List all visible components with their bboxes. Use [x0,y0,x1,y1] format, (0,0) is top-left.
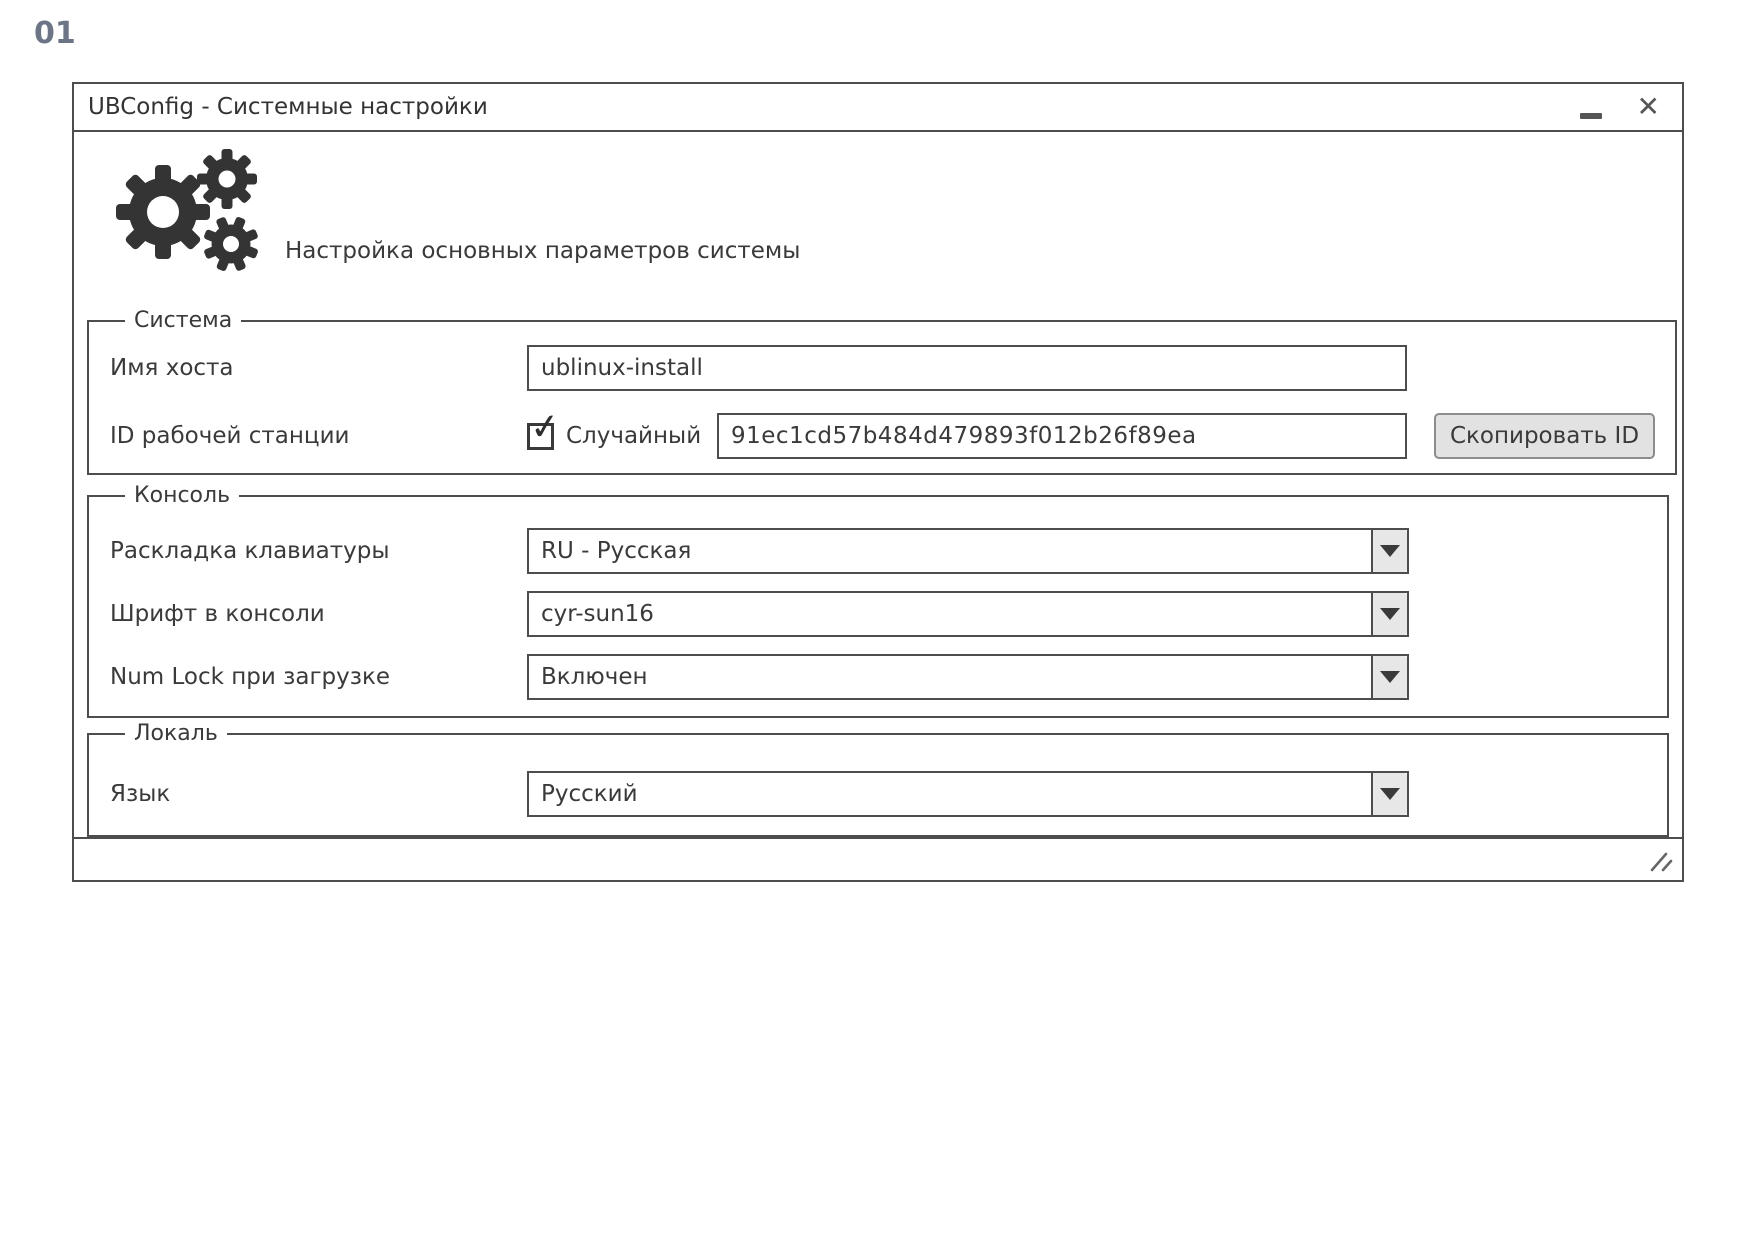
system-group-legend: Система [134,308,233,333]
window-content [74,132,1682,837]
console-font-dropdown[interactable] [527,591,1409,637]
station-id-row [110,405,1655,459]
console-font-row [110,591,1647,637]
close-button[interactable] [1637,92,1660,122]
station-id-label: ID рабочей станции [110,423,350,449]
random-checkbox-label: Случайный [566,423,702,449]
numlock-dropdown[interactable] [527,654,1409,700]
numlock-value: Включен [541,664,648,690]
caret-down-icon [1380,545,1400,557]
console-font-value: cyr-sun16 [541,601,654,627]
console-font-dropdown-button[interactable] [1371,593,1407,635]
minimize-button[interactable] [1579,92,1603,122]
checkmark-icon: ✓ [527,405,563,449]
ubconfig-window [72,82,1684,882]
language-row [110,771,1647,817]
numlock-label: Num Lock при загрузке [110,664,391,690]
language-dropdown[interactable] [527,771,1409,817]
locale-group-legend: Локаль [134,721,218,746]
window-title: UBConfig - Системные настройки [88,94,488,120]
language-dropdown-button[interactable] [1371,773,1407,815]
keyboard-layout-dropdown[interactable] [527,528,1409,574]
gears-icon [105,148,267,272]
keyboard-layout-label: Раскладка клавиатуры [110,538,390,564]
console-group [87,483,1669,718]
system-group [87,308,1677,475]
hostname-input[interactable] [527,345,1407,391]
keyboard-layout-value: RU - Русская [541,538,692,564]
hostname-label: Имя хоста [110,355,234,381]
minimize-icon [1580,113,1602,119]
caret-down-icon [1380,788,1400,800]
numlock-row [110,654,1647,700]
hostname-row [110,345,1655,391]
numlock-dropdown-button[interactable] [1371,656,1407,698]
header-block [74,132,1682,308]
keyboard-layout-dropdown-button[interactable] [1371,530,1407,572]
console-font-label: Шрифт в консоли [110,601,325,627]
close-icon: ✕ [1636,90,1660,123]
title-bar[interactable] [74,84,1682,132]
caret-down-icon [1380,671,1400,683]
keyboard-layout-row [110,528,1647,574]
random-checkbox-group[interactable] [527,405,717,450]
language-value: Русский [541,781,638,807]
caret-down-icon [1380,608,1400,620]
station-id-input[interactable] [717,413,1407,459]
resize-grip-icon[interactable] [1649,851,1675,873]
random-checkbox[interactable] [527,405,563,450]
console-group-legend: Консоль [134,483,231,508]
locale-group [87,721,1669,837]
status-bar [74,837,1682,884]
language-label: Язык [110,781,171,807]
page-number-label: 01 [34,16,76,51]
window-subtitle: Настройка основных параметров системы [285,238,801,264]
copy-id-button[interactable]: Скопировать ID [1434,413,1655,459]
